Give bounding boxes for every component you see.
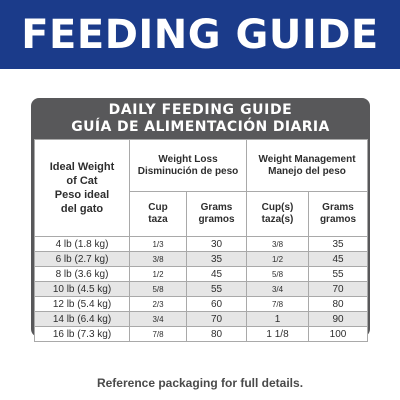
table-row <box>35 312 368 327</box>
mgmt-grams-cell: 35 <box>309 237 368 252</box>
weight-cell: 6 lb (2.7 kg) <box>35 252 130 267</box>
daily-feeding-guide-card <box>31 98 370 340</box>
feeding-guide-banner <box>0 0 400 69</box>
mgmt-grams-cell: 45 <box>309 252 368 267</box>
loss-cup-cell: 1/3 <box>130 237 187 252</box>
loss-grams-header: Grams gramos <box>187 192 247 237</box>
loss-grams-cell: 60 <box>187 297 247 312</box>
loss-grams-cell: 55 <box>187 282 247 297</box>
table-row <box>35 267 368 282</box>
mgmt-grams-cell: 80 <box>309 297 368 312</box>
mgmt-grams-cell: 100 <box>309 327 368 342</box>
weight-cell: 14 lb (6.4 kg) <box>35 312 130 327</box>
table-row <box>35 327 368 342</box>
weight-cell: 8 lb (3.6 kg) <box>35 267 130 282</box>
mgmt-grams-cell: 90 <box>309 312 368 327</box>
loss-grams-cell: 80 <box>187 327 247 342</box>
card-title-english: DAILY FEEDING GUIDE <box>108 102 293 118</box>
mgmt-grams-cell: 55 <box>309 267 368 282</box>
loss-cup-cell: 3/4 <box>130 312 187 327</box>
weight-cell: 10 lb (4.5 kg) <box>35 282 130 297</box>
table-row <box>35 252 368 267</box>
mgmt-cup-cell: 1 <box>247 312 309 327</box>
table-row <box>35 237 368 252</box>
loss-cup-cell: 1/2 <box>130 267 187 282</box>
loss-cup-cell: 5/8 <box>130 282 187 297</box>
card-heading <box>31 98 370 139</box>
weight-cell: 16 lb (7.3 kg) <box>35 327 130 342</box>
weight-cell: 4 lb (1.8 kg) <box>35 237 130 252</box>
mgmt-cup-cell: 1/2 <box>247 252 309 267</box>
loss-cup-cell: 3/8 <box>130 252 187 267</box>
mgmt-cup-cell: 3/8 <box>247 237 309 252</box>
mgmt-cup-cell: 7/8 <box>247 297 309 312</box>
loss-grams-cell: 70 <box>187 312 247 327</box>
loss-grams-cell: 30 <box>187 237 247 252</box>
loss-grams-cell: 45 <box>187 267 247 282</box>
loss-grams-cell: 35 <box>187 252 247 267</box>
mgmt-cup-cell: 1 1/8 <box>247 327 309 342</box>
mgmt-grams-header: Grams gramos <box>309 192 368 237</box>
footer-note: Reference packaging for full details. <box>96 376 304 390</box>
mgmt-cup-cell: 3/4 <box>247 282 309 297</box>
loss-cup-cell: 7/8 <box>130 327 187 342</box>
ideal-weight-header: Ideal Weight of Cat Peso ideal del gato <box>35 140 130 237</box>
mgmt-cup-header: Cup(s) taza(s) <box>247 192 309 237</box>
loss-cup-header: Cup taza <box>130 192 187 237</box>
weight-cell: 12 lb (5.4 kg) <box>35 297 130 312</box>
feeding-table <box>34 139 368 342</box>
table-row <box>35 297 368 312</box>
table-row <box>35 282 368 297</box>
weight-loss-header: Weight Loss Disminución de peso <box>130 140 247 192</box>
banner-title: FEEDING GUIDE <box>21 11 379 58</box>
weight-management-header: Weight Management Manejo del peso <box>247 140 368 192</box>
mgmt-cup-cell: 5/8 <box>247 267 309 282</box>
card-title-spanish: GUÍA DE ALIMENTACIÓN DIARIA <box>71 119 330 135</box>
loss-cup-cell: 2/3 <box>130 297 187 312</box>
mgmt-grams-cell: 70 <box>309 282 368 297</box>
